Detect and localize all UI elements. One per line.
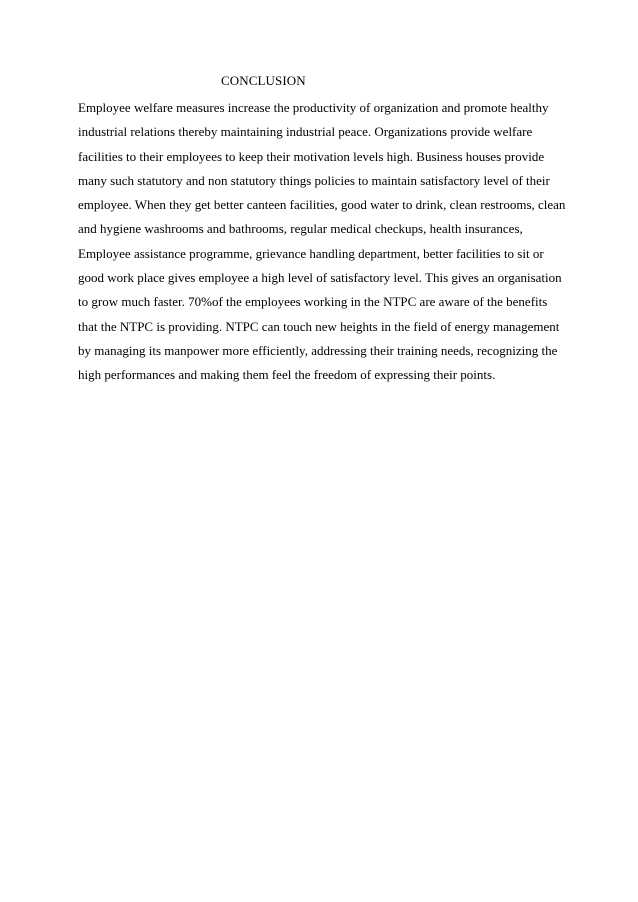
paragraph-line: by managing its manpower more efficiently, addressing their training needs, recognizing the: [78, 342, 558, 358]
paragraph-line: good work place gives employee a high level of satisfactory level. This gives an organisation: [78, 270, 562, 286]
paragraph-line: employee. When they get better canteen facilities, good water to drink, clean restrooms, clean: [78, 197, 566, 213]
paragraph-line: that the NTPC is providing. NTPC can touch new heights in the field of energy management: [78, 318, 560, 334]
paragraph-line: to grow much faster. 70%of the employees working in the NTPC are aware of the benefits: [78, 294, 548, 310]
paragraph-line: high performances and making them feel the freedom of expressing their points.: [78, 367, 496, 383]
section-heading: CONCLUSION: [221, 73, 306, 88]
paragraph-line: Employee welfare measures increase the productivity of organization and promote healthy: [78, 100, 549, 115]
paragraph-line: and hygiene washrooms and bathrooms, regular medical checkups, health insurances,: [78, 221, 523, 237]
paragraph-line: industrial relations thereby maintaining industrial peace. Organizations provide welfare: [78, 124, 533, 140]
conclusion-paragraph: [78, 96, 578, 388]
paragraph-line: many such statutory and non statutory things policies to maintain satisfactory level of their: [78, 172, 550, 188]
paragraph-line: Employee assistance programme, grievance handling department, better facilities to sit or: [78, 245, 544, 261]
paragraph-line: facilities to their employees to keep their motivation levels high. Business houses provide: [78, 148, 545, 164]
